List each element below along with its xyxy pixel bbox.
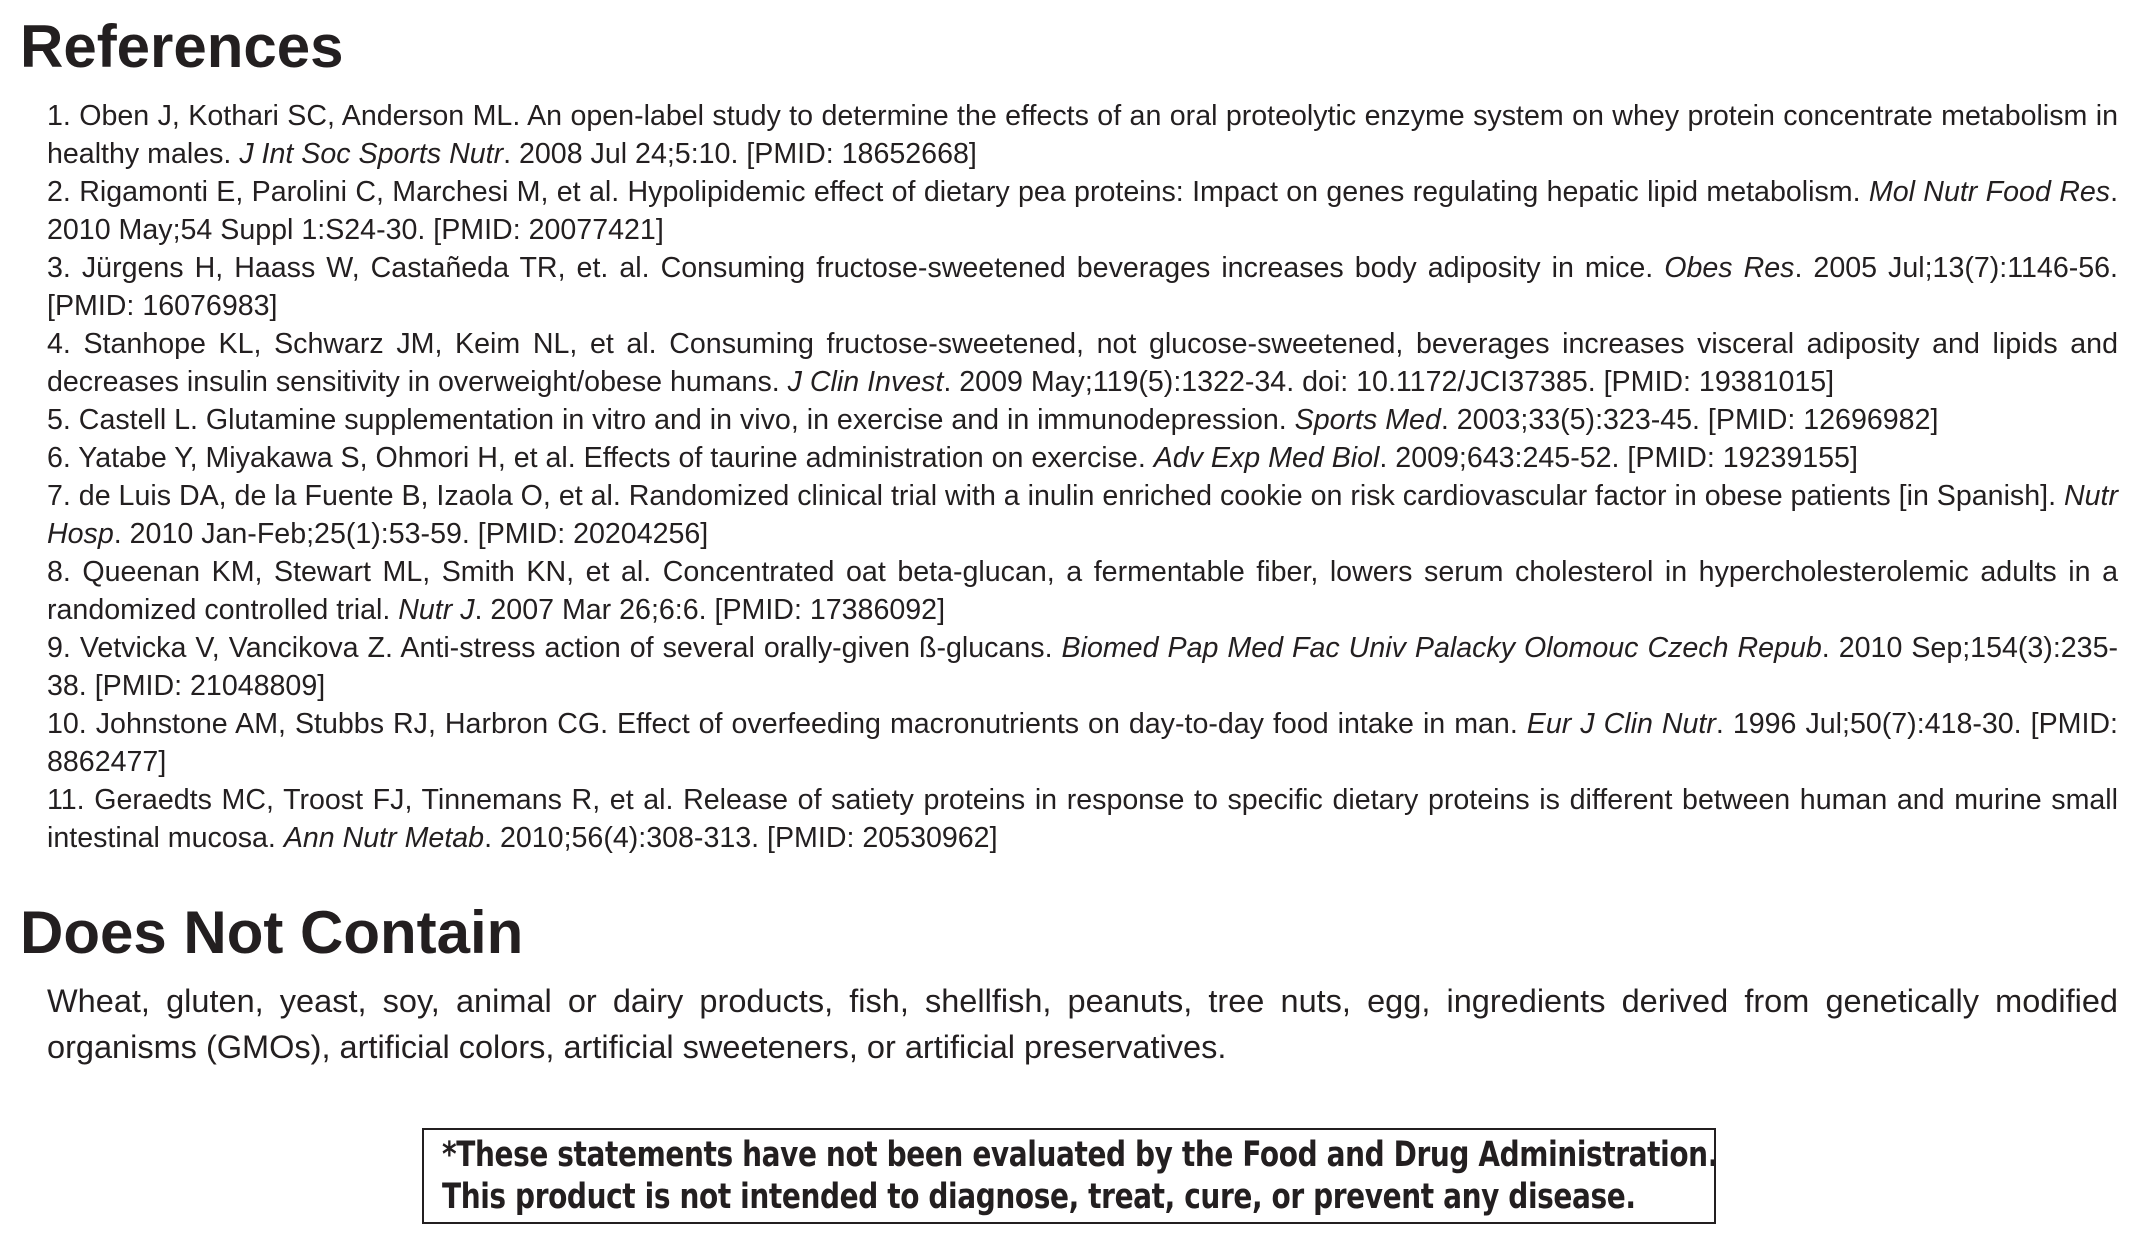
journal-title: Obes Res (1664, 252, 1795, 284)
reference-citation: . 2010 May;54 Suppl 1:S24-30. [PMID: 20077421] (47, 176, 2119, 246)
reference-text: 4. Stanhope KL, Schwarz JM, Keim NL, et al. Consuming fructose-sweetened, not glucose-sweetened, beverages increases visceral adiposity and lipids and decreases insulin sensitivity in overweight/obese humans. (47, 328, 2118, 398)
reference-text: 3. Jürgens H, Haass W, Castañeda TR, et. al. Consuming fructose-sweetened beverages increases body adiposity in mice. (47, 252, 1665, 284)
journal-title: Nutr Hosp (47, 480, 2118, 550)
reference-citation: . 2008 Jul 24;5:10. [PMID: 18652668] (503, 138, 977, 170)
reference-text: 11. Geraedts MC, Troost FJ, Tinnemans R, et al. Release of satiety proteins in response to specific dietary proteins is different between human and murine small intestinal mucosa. (47, 784, 2118, 854)
reference-text: 5. Castell L. Glutamine supplementation in vitro and in vivo, in exercise and in immunodepression. (47, 404, 1295, 436)
journal-title: Eur J Clin Nutr (1526, 708, 1716, 740)
reference-citation: . 2007 Mar 26;6:6. [PMID: 17386092] (474, 594, 946, 626)
reference-text: 2. Rigamonti E, Parolini C, Marchesi M, et al. Hypolipidemic effect of dietary pea proteins: Impact on genes regulating hepatic lipid metabolism. (47, 176, 1869, 208)
journal-title: J Int Soc Sports Nutr (239, 138, 504, 170)
references-heading: References (20, 13, 344, 80)
reference-item (47, 173, 2118, 249)
reference-item (47, 781, 2118, 857)
journal-title: Biomed Pap Med Fac Univ Palacky Olomouc Czech Repub (1061, 632, 1822, 664)
reference-text: 6. Yatabe Y, Miyakawa S, Ohmori H, et al. Effects of taurine administration on exercise. (47, 442, 1154, 474)
reference-citation: . 2009 May;119(5):1322-34. doi: 10.1172/JCI37385. [PMID: 19381015] (943, 366, 1835, 398)
reference-item (47, 553, 2118, 629)
does-not-contain-text: Wheat, gluten, yeast, soy, animal or dairy products, fish, shellfish, peanuts, tree nuts, egg, ingredients derived from genetically modified organisms (GMOs), artificial colors, artificial sweeteners, or artificial preservatives. (47, 983, 2118, 1065)
reference-citation: . 2010;56(4):308-313. [PMID: 20530962] (484, 822, 998, 854)
reference-item (47, 439, 2118, 477)
reference-citation: . 1996 Jul;50(7):418-30. [PMID: 8862477] (47, 708, 2118, 778)
reference-citation: . 2005 Jul;13(7):1146-56. [PMID: 16076983] (47, 252, 2118, 322)
reference-text: 8. Queenan KM, Stewart ML, Smith KN, et al. Concentrated oat beta-glucan, a fermentable fiber, lowers serum cholesterol in hypercholesterolemic adults in a randomized controlled trial. (47, 556, 2118, 626)
disclaimer-line-2: This product is not intended to diagnose, treat, cure, or prevent any disease. (442, 1177, 1636, 1217)
reference-text: 9. Vetvicka V, Vancikova Z. Anti-stress action of several orally-given ß-glucans. (47, 632, 1062, 664)
reference-item (47, 477, 2118, 553)
reference-item (47, 325, 2118, 401)
reference-item (47, 401, 2118, 439)
disclaimer-line-1: *These statements have not been evaluated by the Food and Drug Administration. (442, 1135, 1718, 1175)
journal-title: Ann Nutr Metab (283, 822, 485, 854)
reference-text: 1. Oben J, Kothari SC, Anderson ML. An open-label study to determine the effects of an oral proteolytic enzyme system on whey protein concentrate metabolism in healthy males. (47, 100, 2118, 170)
reference-citation: . 2010 Jan-Feb;25(1):53-59. [PMID: 20204256] (113, 518, 709, 550)
journal-title: Nutr J (398, 594, 475, 626)
reference-item (47, 97, 2118, 173)
journal-title: Adv Exp Med Biol (1153, 442, 1380, 474)
reference-citation: . 2003;33(5):323-45. [PMID: 12696982] (1440, 404, 1939, 436)
reference-item (47, 705, 2118, 781)
journal-title: Sports Med (1294, 404, 1441, 436)
reference-citation: . 2010 Sep;154(3):235-38. [PMID: 21048809] (47, 632, 2119, 702)
reference-text: 7. de Luis DA, de la Fuente B, Izaola O, et al. Randomized clinical trial with a inulin enriched cookie on risk cardiovascular factor in obese patients [in Spanish]. (47, 480, 2064, 512)
reference-list (47, 97, 2118, 857)
journal-title: Mol Nutr Food Res (1868, 176, 2111, 208)
does-not-contain-heading: Does Not Contain (20, 899, 524, 966)
reference-item (47, 629, 2118, 705)
reference-citation: . 2009;643:245-52. [PMID: 19239155] (1379, 442, 1858, 474)
journal-title: J Clin Invest (787, 366, 944, 398)
reference-text: 10. Johnstone AM, Stubbs RJ, Harbron CG. Effect of overfeeding macronutrients on day-to-day food intake in man. (47, 708, 1527, 740)
reference-item (47, 249, 2118, 325)
fda-disclaimer-box (422, 1128, 1716, 1224)
